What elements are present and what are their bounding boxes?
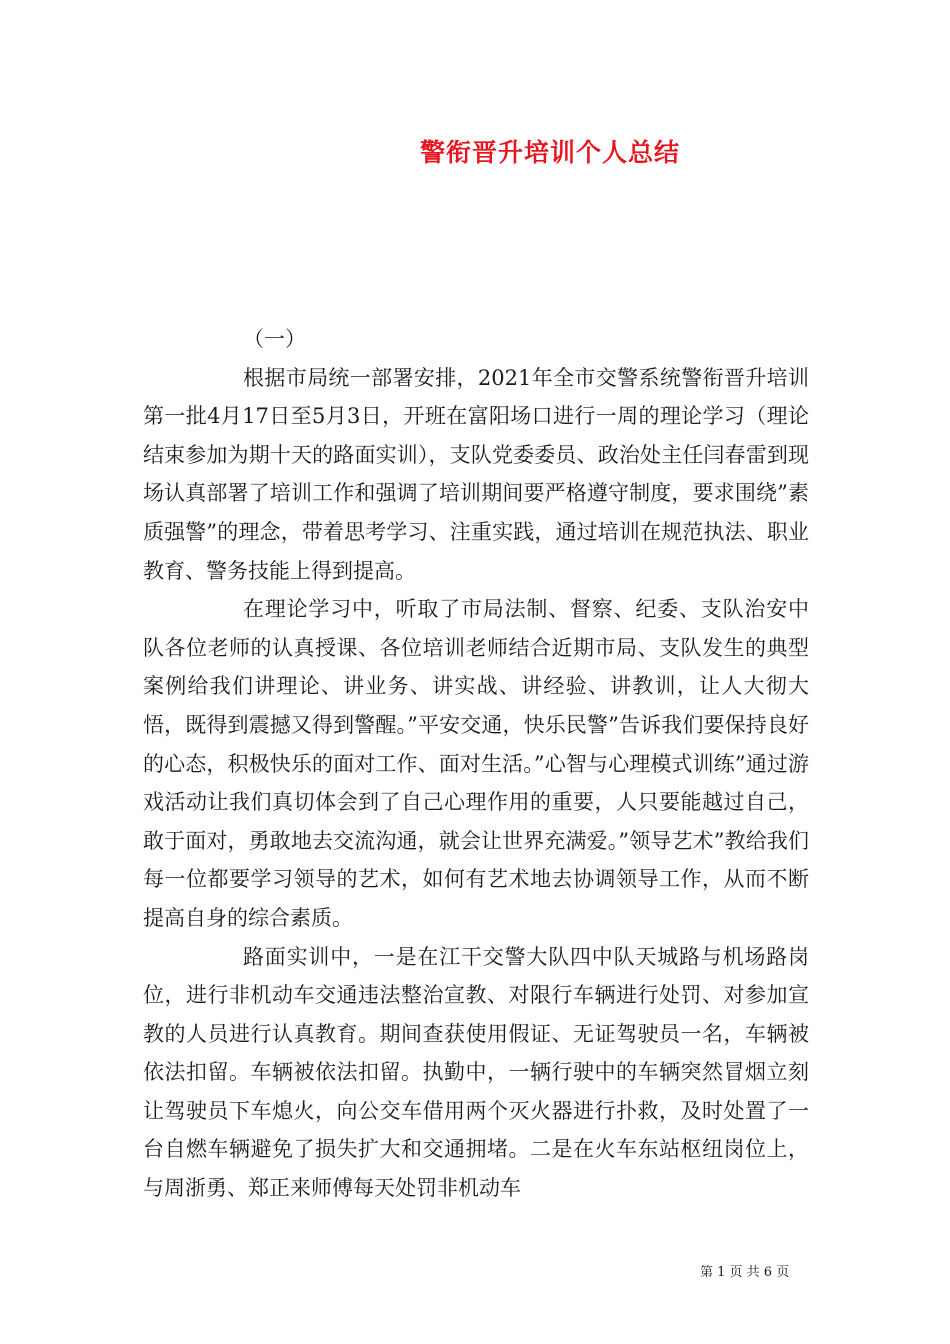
document-body	[143, 320, 809, 1208]
paragraph-2: 在理论学习中，听取了市局法制、督察、纪委、支队治安中队各位老师的认真授课、各位培训老师结合近期市局、支队发生的典型案例给我们讲理论、讲业务、讲实战、讲经验、讲教训，让人大彻大悟，既得到震撼又得到警醒。”平安交通，快乐民警”告诉我们要保持良好的心态，积极快乐的面对工作、面对生活。”心智与心理模式训练”通过游戏活动让我们真切体会到了自己心理作用的重要，人只要能越过自己，敢于面对，勇敢地去交流沟通，就会让世界充满爱。”领导艺术”教给我们每一位都要学习领导的艺术，如何有艺术地去协调领导工作，从而不断提高自身的综合素质。	[143, 597, 809, 930]
section-marker: （一）	[243, 327, 306, 351]
paragraph-3: 路面实训中，一是在江干交警大队四中队天城路与机场路岗位，进行非机动车交通违法整治宣教、对限行车辆进行处罚、对参加宣教的人员进行认真教育。期间查获使用假证、无证驾驶员一名，车辆被依法扣留。车辆被依法扣留。执勤中，一辆行驶中的车辆突然冒烟立刻让驾驶员下车熄火，向公交车借用两个灭火器进行扑救，及时处置了一台自燃车辆避免了损失扩大和交通拥堵。二是在火车东站枢纽岗位上，与周浙勇、郑正来师傅每天处罚非机动车	[143, 944, 809, 1201]
page-number: 第 1 页 共 6 页	[700, 1265, 790, 1280]
paragraph-1: 根据市局统一部署安排，2021年全市交警系统警衔晋升培训第一批4月17日至5月3日，开班在富阳场口进行一周的理论学习（理论结束参加为期十天的路面实训），支队党委委员、政治处主任闫春雷到现场认真部署了培训工作和强调了培训期间要严格遵守制度，要求围绕”素质强警”的理念，带着思考学习、注重实践，通过培训在规范执法、职业教育、警务技能上得到提高。	[143, 365, 809, 583]
document-title: 警衔晋升培训个人总结	[419, 138, 680, 167]
